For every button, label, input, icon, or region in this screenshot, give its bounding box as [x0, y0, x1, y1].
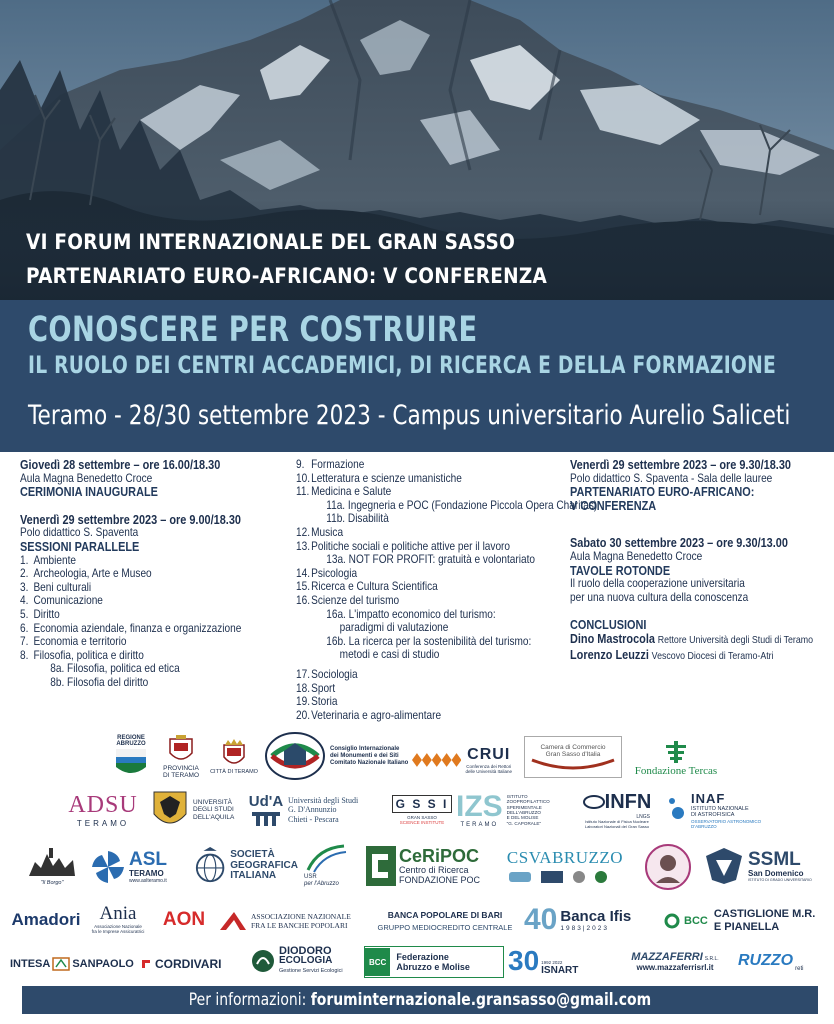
sgi-globe-icon — [194, 846, 226, 886]
inaf-dots-icon — [666, 795, 688, 825]
list-subitem: 16b. La ricerca per la sostenibilità del turismo: — [326, 633, 532, 648]
conclusions-title: CONCLUSIONI — [570, 617, 647, 633]
main-title: CONOSCERE PER COSTRUIRE — [28, 310, 478, 350]
cordivari-mark-icon — [140, 958, 152, 970]
list-subitem-cont: paradigmi di valutazione — [339, 620, 449, 635]
logo-uda: Ud'A Università degli Studi G. D'Annunzio Chieti - Pescara — [248, 786, 388, 834]
list-subitem-cont: metodi e casi di studio — [339, 647, 440, 662]
logo-diodoro-ecologia: DIODORO ECOLOGIA Gestione Servizi Ecologici — [250, 944, 358, 978]
logo-crui: CRUI Conferenza dei Rettori delle Università Italiane — [412, 740, 512, 780]
logo-portrait-seal — [640, 842, 696, 892]
forum-title-line2: PARTENARIATO EURO-AFRICANO: V CONFERENZA — [26, 264, 548, 289]
logo-banca-ifis: 40 Banca Ifis 1983|2023 — [524, 903, 632, 936]
ssml-shield-icon — [704, 846, 744, 886]
list-item: 2. Archeologia, Arte e Museo — [20, 566, 152, 581]
subtitle: IL RUOLO DEI CENTRI ACCADEMICI, DI RICERCA E DELLA FORMAZIONE — [28, 351, 777, 379]
logo-ssml: SSML San Domenico ISTITUTO DI GRADO UNIVERSITARIO — [704, 842, 820, 890]
place-date: Teramo - 28/30 settembre 2023 - Campus universitario Aurelio Saliceti — [28, 400, 791, 431]
list-subitem: 8b. Filosofia del diritto — [50, 674, 149, 689]
logo-adsu: ADSU TERAMO — [68, 792, 138, 828]
day2-title: SESSIONI PARALLELE — [20, 538, 140, 554]
speaker-1: Dino Mastrocola Rettore Università degli Studi di Teramo — [570, 630, 813, 646]
day3-where: Aula Magna Benedetto Croce — [570, 548, 703, 563]
assopopolari-arrow-icon — [218, 908, 248, 934]
logo-amadori: Amadori — [11, 910, 81, 929]
bcc-mark-icon — [664, 913, 682, 929]
list-item: 16. Scienze del turismo — [296, 592, 400, 607]
list-item: 7. Economia e territorio — [20, 634, 127, 649]
diodoro-circle-icon — [250, 948, 276, 974]
list-item: 18. Sport — [296, 680, 336, 695]
logo-intesa-sanpaolo: INTESA SANPAOLO — [10, 958, 134, 970]
logo-ruzzo-reti: RUZZO reti — [738, 952, 804, 972]
logo-mazzaferri: MAZZAFERRI S.R.L. www.mazzaferrisrl.it — [631, 950, 719, 972]
list-item: 3. Beni culturali — [20, 579, 92, 594]
footer-label: Per informazioni: — [188, 990, 311, 1010]
list-item: 6. Economia aziendale, finanza e organizzazione — [20, 620, 242, 635]
list-item: 11. Medicina e Salute — [296, 484, 392, 499]
list-item: 4. Comunicazione — [20, 593, 103, 608]
list-item: 20. Veterinaria e agro-alimentare — [296, 707, 442, 722]
list-item: 8. Filosofia, politica e diritto — [20, 647, 144, 662]
list-item: 9. Formazione — [296, 457, 365, 471]
citta-crest-icon — [222, 739, 246, 769]
day3-desc-1: Il ruolo della cooperazione universitaria — [570, 576, 745, 591]
list-item: 13. Politiche sociali e politiche attive per il lavoro — [296, 538, 511, 553]
list-item: 10. Letteratura e scienze umanistiche — [296, 470, 462, 485]
day3-desc-2: per una nuova cultura della conoscenza — [570, 589, 749, 604]
logo-ania: Ania Associazione Nazionale fra le Imprese Assicuratrici — [91, 903, 145, 934]
list-subitem: 16a. L'impatto economico del turismo: — [326, 606, 496, 621]
logo-ceripoc: CeRiPOC Centro di Ricerca FONDAZIONE POC — [366, 844, 490, 888]
logo-univaq: UNIVERSITÀ DEGLI STUDI DELL'AQUILA — [150, 786, 242, 834]
logo-provincia-teramo: PROVINCIA DI TERAMO — [158, 730, 204, 784]
univaq-eagle-icon — [150, 788, 190, 832]
list-item: 14. Psicologia — [296, 565, 358, 580]
tercas-tree-icon — [663, 737, 689, 765]
csv-partners-icon — [505, 868, 625, 886]
infn-orbit-icon — [583, 791, 605, 813]
forum-title-line1: VI FORUM INTERNAZIONALE DEL GRAN SASSO — [26, 230, 516, 255]
regione-shield-icon — [114, 747, 148, 779]
forum-title — [26, 226, 547, 294]
program-middle-column — [296, 457, 598, 722]
list-item: 12. Musica — [296, 524, 344, 539]
logo-infn: INFN LNGS Istituto Nazionale di Fisica Nucleare Laboratori Nazionali del Gran Sasso — [574, 786, 660, 834]
program-left-column — [20, 458, 290, 690]
day1-title: CERIMONIA INAUGURALE — [20, 484, 158, 500]
borgo-village-icon — [25, 846, 79, 880]
footer-email-link[interactable]: foruminternazionale.gransasso@gmail.com — [310, 990, 652, 1010]
logo-aon: AON — [162, 909, 206, 930]
list-subitem: 8a. Filosofia, politica ed etica — [50, 661, 180, 676]
list-subitem: 13a. NOT FOR PROFIT: gratuità e volontariato — [326, 552, 536, 567]
right-day2-where: Polo didattico S. Spaventa - Sala delle lauree — [570, 470, 773, 485]
list-item: 1. Ambiente — [20, 552, 77, 567]
list-item: 15. Ricerca e Cultura Scientifica — [296, 579, 438, 594]
logo-camera-commercio: Camera di Commercio Gran Sasso d'Italia — [524, 736, 622, 778]
uda-building-icon — [248, 810, 284, 828]
portrait-seal-icon — [644, 843, 692, 891]
right-day2-title: PARTENARIATO EURO-AFRICANO: — [570, 484, 755, 500]
logo-societa-geografica: SOCIETÀ GEOGRAFICA ITALIANA — [194, 842, 298, 890]
right-day2-title-2: V CONFERENZA — [570, 497, 657, 513]
logo-citta-teramo: CITTÀ DI TERAMO — [212, 730, 256, 784]
list-subitem: 11a. Ingegneria e POC (Fondazione Piccola Opera Charitas) — [326, 497, 598, 512]
logo-fondazione-tercas: Fondazione Tercas — [628, 730, 724, 784]
intesa-mark-icon — [52, 957, 70, 971]
logo-izs: IZS TERAMO ISTITUTO ZOOPROFILATTICO SPERIMENTALE DELL'ABRUZZO E DEL MOLISE "G. CAPORALE" — [456, 790, 550, 828]
logo-inaf: INAF ISTITUTO NAZIONALE DI ASTROFISICA OSSERVATORIO ASTRONOMICO D'ABRUZZO — [666, 788, 784, 832]
logo-gssi: G S S I GRAN SASSO SCIENCE INSTITUTE — [396, 786, 448, 834]
crui-diamonds-icon — [412, 753, 461, 767]
sponsor-logos — [0, 724, 834, 986]
logo-cordivari: CORDIVARI — [140, 952, 240, 976]
day1-where: Aula Magna Benedetto Croce — [20, 470, 153, 485]
program-right-column — [570, 458, 830, 663]
logo-bcc-castiglione: BCC CASTIGLIONE M.R. E PIANELLA — [664, 904, 830, 938]
logo-banca-popolare-bari: BANCA POPOLARE DI BARI GRUPPO MEDIOCREDITO CENTRALE — [377, 910, 513, 932]
logo-regione-abruzzo: REGIONE ABRUZZO — [110, 732, 152, 782]
list-item: 19. Storia — [296, 694, 338, 709]
logo-icomos: Consiglio Internazionale dei Monumenti e dei Siti Comitato Nazionale Italiano — [264, 730, 414, 782]
logo-isnart: 30 1992 2022 ISNART — [508, 945, 579, 976]
day2-when: Venerdì 29 settembre 2023 – ore 9.00/18.30 — [20, 511, 241, 527]
hero-section — [0, 0, 834, 452]
logo-il-borgo: "Il Borgo" — [22, 842, 82, 890]
asl-pinwheel-icon — [90, 849, 126, 885]
info-footer — [22, 986, 818, 1014]
logo-usr-abruzzo: USR per l'Abruzzo — [304, 840, 360, 892]
list-item: 17. Sociologia — [296, 666, 358, 681]
day2-where: Polo didattico S. Spaventa — [20, 525, 139, 540]
icomos-icon — [264, 731, 326, 781]
camera-arc-icon — [530, 758, 616, 770]
day3-title: TAVOLE ROTONDE — [570, 562, 671, 578]
list-item: 5. Diritto — [20, 606, 60, 621]
usr-brush-icon — [304, 844, 350, 874]
right-day2-when: Venerdì 29 settembre 2023 – ore 9.30/18.30 — [570, 457, 791, 472]
day1-when: Giovedì 28 settembre – ore 16.00/18.30 — [20, 457, 221, 472]
session-list — [20, 554, 247, 690]
day3-when: Sabato 30 settembre 2023 – ore 9.30/13.00 — [570, 535, 788, 551]
logo-assopopolari: ASSOCIAZIONE NAZIONALE FRA LE BANCHE POPOLARI — [218, 904, 368, 938]
ceripoc-mark-icon — [366, 846, 396, 886]
logo-asl-teramo: ASL TERAMO www.aslteramo.it — [90, 844, 186, 890]
speaker-2: Lorenzo Leuzzi Vescovo Diocesi di Teramo-Atri — [570, 646, 774, 662]
list-subitem: 11b. Disabilità — [326, 511, 389, 526]
logo-federazione-bcc: BCC Federazione Abruzzo e Molise — [364, 946, 504, 978]
provincia-crest-icon — [168, 735, 194, 765]
logo-csv-abruzzo: CSVABRUZZO — [498, 844, 632, 890]
